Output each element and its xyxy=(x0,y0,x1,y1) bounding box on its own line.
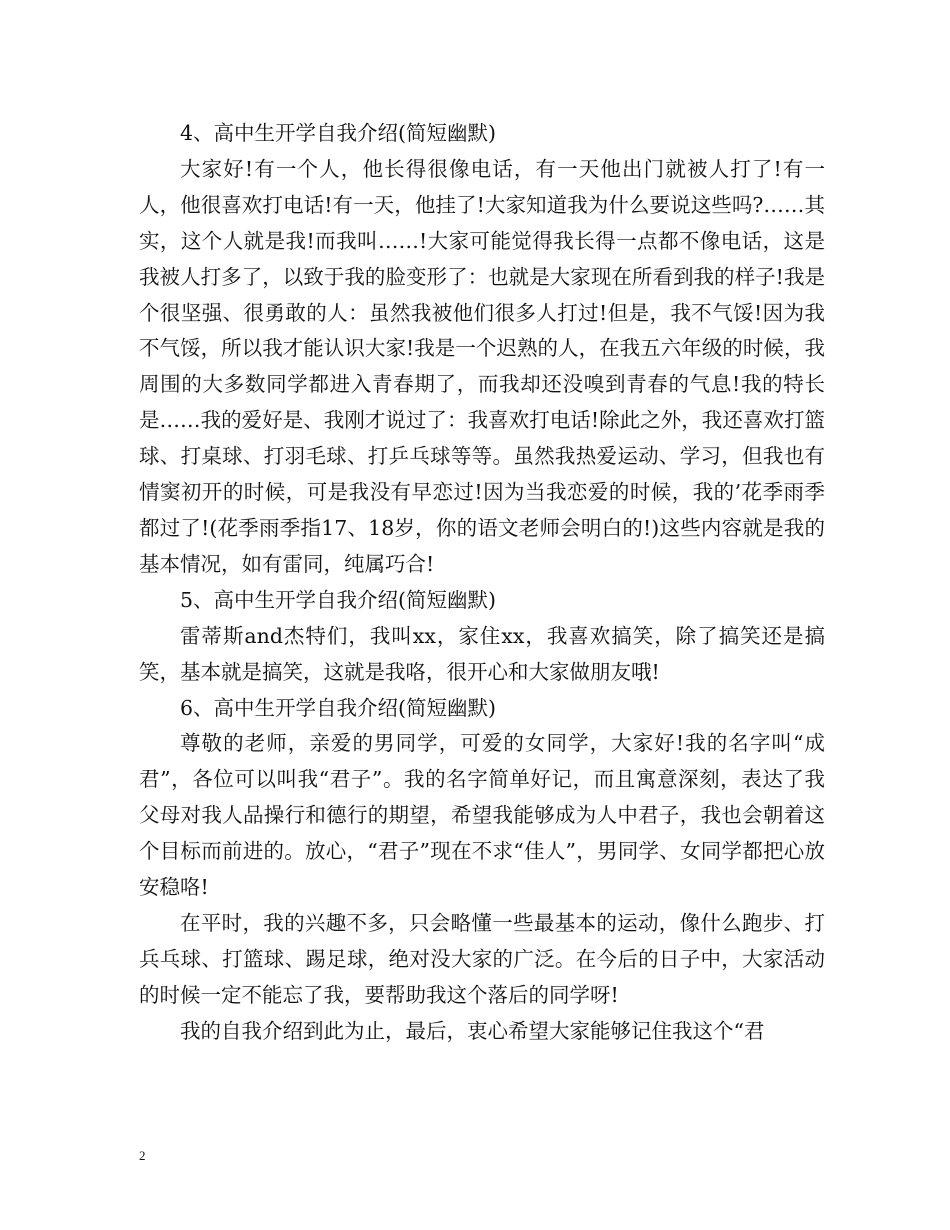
section-heading-4: 4、高中生开学自我介绍(简短幽默) xyxy=(180,121,497,145)
page-number: 2 xyxy=(139,1148,146,1163)
paragraph-intro-6-part-1: 尊敬的老师，亲爱的男同学，可爱的女同学，大家好!我的名字叫“成君”，各位可以叫我“君子”。我的名字简单好记，而且寓意深刻，表达了我父母对我人品操行和德行的期望，希望我能够成为人中君子，我也会朝着这个目标而前进的。放心，“君子”现在不求“佳人”，男同学、女同学都把心放安稳咯! xyxy=(139,731,825,900)
paragraph-intro-4: 大家好!有一个人，他长得很像电话，有一天他出门就被人打了!有一人，他很喜欢打电话!有一天，他挂了!大家知道我为什么要说这些吗?……其实，这个人就是我!而我叫……!大家可能觉得我长得一点都不像电话，这是我被人打多了，以致于我的脸变形了：也就是大家现在所看到我的样子!我是个很坚强、很勇敢的人：虽然我被他们很多人打过!但是，我不气馁!因为我不气馁，所以我才能认识大家!我是一个迟熟的人，在我五六年级的时候，我周围的大多数同学都进入青春期了，而我却还没嗅到青春的气息!我的特长是……我的爱好是、我刚才说过了：我喜欢打电话!除此之外，我还喜欢打篮球、打桌球、打羽毛球、打乒乓球等等。虽然我热爱运动、学习，但我也有情窦初开的时候，可是我没有早恋过!因为当我恋爱的时候，我的’花季雨季都过了!(花季雨季指17、18岁，你的语文老师会明白的!)这些内容就是我的基本情况，如有雷同，纯属巧合! xyxy=(139,156,825,576)
paragraph-intro-6-part-3: 我的自我介绍到此为止，最后，衷心希望大家能够记住我这个“君 xyxy=(180,1018,765,1043)
section-heading-6: 6、高中生开学自我介绍(简短幽默) xyxy=(180,695,497,720)
paragraph-intro-5: 雷蒂斯and杰特们，我叫xx，家住xx，我喜欢搞笑，除了搞笑还是搞笑，基本就是搞笑，这就是我咯，很开心和大家做朋友哦! xyxy=(139,623,825,684)
paragraph-intro-6-part-2: 在平时，我的兴趣不多，只会略懂一些最基本的运动，像什么跑步、打兵乓球、打篮球、踢足球，绝对没大家的广泛。在今后的日子中，大家活动的时候一定不能忘了我，要帮助我这个落后的同学呀! xyxy=(139,910,825,1007)
document-body xyxy=(139,116,825,1050)
section-heading-5: 5、高中生开学自我介绍(简短幽默) xyxy=(180,587,497,612)
